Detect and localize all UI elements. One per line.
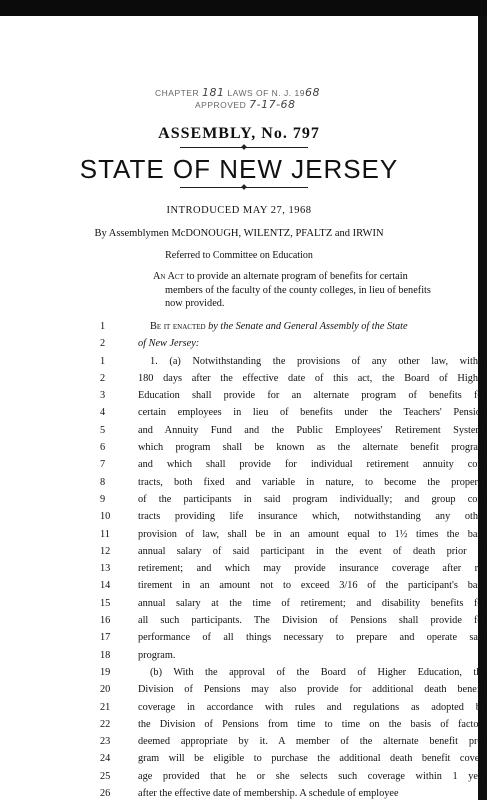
bill-line [100,733,486,750]
line-number: 11 [100,528,110,540]
bill-line [100,629,486,646]
line-text: retirement; and which may provide insurance coverage after re- [138,563,486,575]
line-text: of the participants in said program individually; and group con- [138,493,486,505]
line-text: and which shall provide for individual retirement annuity con- [138,459,486,471]
line-number: 17 [100,632,111,644]
rule-lower-diamond [241,184,247,190]
line-text: performance of all things necessary to prepare and operate said [138,632,486,644]
line-number: 3 [100,390,106,402]
act-line-3: now provided. [165,298,225,309]
bill-line [100,387,486,404]
act-line-1: to provide an alternate program of benefits for certain [186,271,408,282]
enacting-lead: Be it enacted [150,321,206,332]
line-number: 12 [100,545,111,557]
line-number: 15 [100,597,111,609]
bill-line [100,595,486,612]
committee-referral: Referred to Committee on Education [165,250,313,261]
stamp-laws-label: LAWS OF N. J. 19 [227,88,305,98]
line-number: 25 [100,770,111,782]
line-number: 14 [100,580,111,592]
enacting-text-1: by the Senate and General Assembly of the State [208,321,408,332]
stamp-chapter-label: CHAPTER [155,88,200,98]
line-number: 16 [100,615,111,627]
bill-line [100,439,486,456]
bill-line [100,560,486,577]
line-number: 23 [100,736,111,748]
line-text: annual salary of said participant in the event of death prior to [138,545,486,557]
bill-line [100,647,480,664]
line-number: 4 [100,407,106,419]
line-text: and Annuity Fund and the Public Employees' Retirement System, [138,424,486,436]
line-text: after the effective date of membership. A schedule of employee [138,788,399,800]
line-text: 1. (a) Notwithstanding the provisions of any other law, within [150,355,486,367]
line-number: 1 [100,355,106,367]
line-text: 180 days after the effective date of this act, the Board of Higher [138,372,486,384]
line-text: program. [138,649,176,661]
bill-line [100,577,486,594]
line-text: tracts, both fixed and variable in nature, to become the property [138,476,486,488]
bill-line [100,456,486,473]
stamp-approved-label: APPROVED [195,100,247,110]
line-text: provision of law, shall be in an amount equal to 1½ times the base [138,528,486,540]
bill-line [100,699,486,716]
sponsors-line: By Assemblymen McDONOUGH, WILENTZ, PFALTZ and IRWIN [94,228,384,239]
bill-line [100,768,486,785]
line-text: (b) With the approval of the Board of Higher Education, the [150,666,486,678]
act-title [153,270,453,311]
act-lead: An Act [153,271,184,282]
line-number: 19 [100,666,111,678]
bill-number-heading: ASSEMBLY, No. 797 [158,125,320,142]
bill-line [100,508,486,525]
state-title: STATE OF NEW JERSEY [79,154,399,184]
line-text: deemed appropriate by it. A member of the alternate benefit pro- [138,736,486,748]
bill-line [100,404,486,421]
line-text: gram will be eligible to purchase the additional death benefit cover- [138,753,486,765]
bill-line [100,612,486,629]
line-number: 2 [100,372,106,384]
stamp-chapter-number: 181 [202,86,225,99]
line-text: Division of Pensions may also provide for additional death benefit [138,684,486,696]
bill-line [100,716,486,733]
line-text: which program shall be known as the alternate benefit program [138,442,486,454]
line-number: 21 [100,701,111,713]
rule-upper-diamond [241,144,247,150]
line-text: all such participants. The Division of Pensions shall provide for [138,615,486,627]
line-number: 5 [100,424,106,436]
line-text: age provided that he or she selects such coverage within 1 year [138,770,486,782]
bill-line [100,543,486,560]
numbered-lines [100,353,486,802]
line-number: 20 [100,684,111,696]
line-number: 18 [100,649,111,661]
line-number: 10 [100,511,111,523]
scan-top-border [0,0,487,16]
bill-body [100,318,486,802]
enacting-line-2: 2 of New Jersey: [100,338,200,350]
line-number: 26 [100,788,111,800]
bill-line [100,474,486,491]
line-text: tracts providing life insurance which, notwithstanding any other [138,511,486,523]
bill-line [100,664,486,681]
bill-line [100,750,486,767]
bill-line [100,785,480,802]
line-text: certain employees in lieu of benefits under the Teachers' Pension [138,407,486,419]
line-number: 7 [100,459,106,471]
enacting-text-2: of New Jersey: [138,338,200,350]
line-text: coverage in accordance with rules and regulations as adopted by [138,701,486,713]
introduced-date: INTRODUCED MAY 27, 1968 [166,205,312,216]
bill-line [100,526,486,543]
line-text: Education shall provide for an alternate program of benefits for [138,390,486,402]
line-text: tirement in an amount not to exceed 3/16 of the participant's base [138,580,486,592]
chapter-stamp [155,86,340,122]
stamp-line-approved [195,98,296,111]
act-line-2: members of the faculty of the county colleges, in lieu of benefits [165,284,431,296]
enacting-line-1: 1 Be it enacted by the Senate and General Assembly of the State [100,321,408,332]
line-text: the Division of Pensions from time to time on the basis of factors [138,718,486,730]
line-number: 22 [100,718,111,730]
stamp-laws-year: 68 [304,86,320,99]
bill-line [100,491,486,508]
bill-line [100,353,486,370]
line-number: 24 [100,753,111,765]
bill-line [100,370,486,387]
line-number: 13 [100,563,111,575]
bill-line [100,681,486,698]
line-text: annual salary at the time of retirement; and disability benefits for [138,597,486,609]
line-number: 6 [100,442,106,454]
line-number: 9 [100,493,106,505]
bill-line [100,422,486,439]
stamp-approved-date: 7-17-68 [249,98,296,111]
line-number: 8 [100,476,106,488]
